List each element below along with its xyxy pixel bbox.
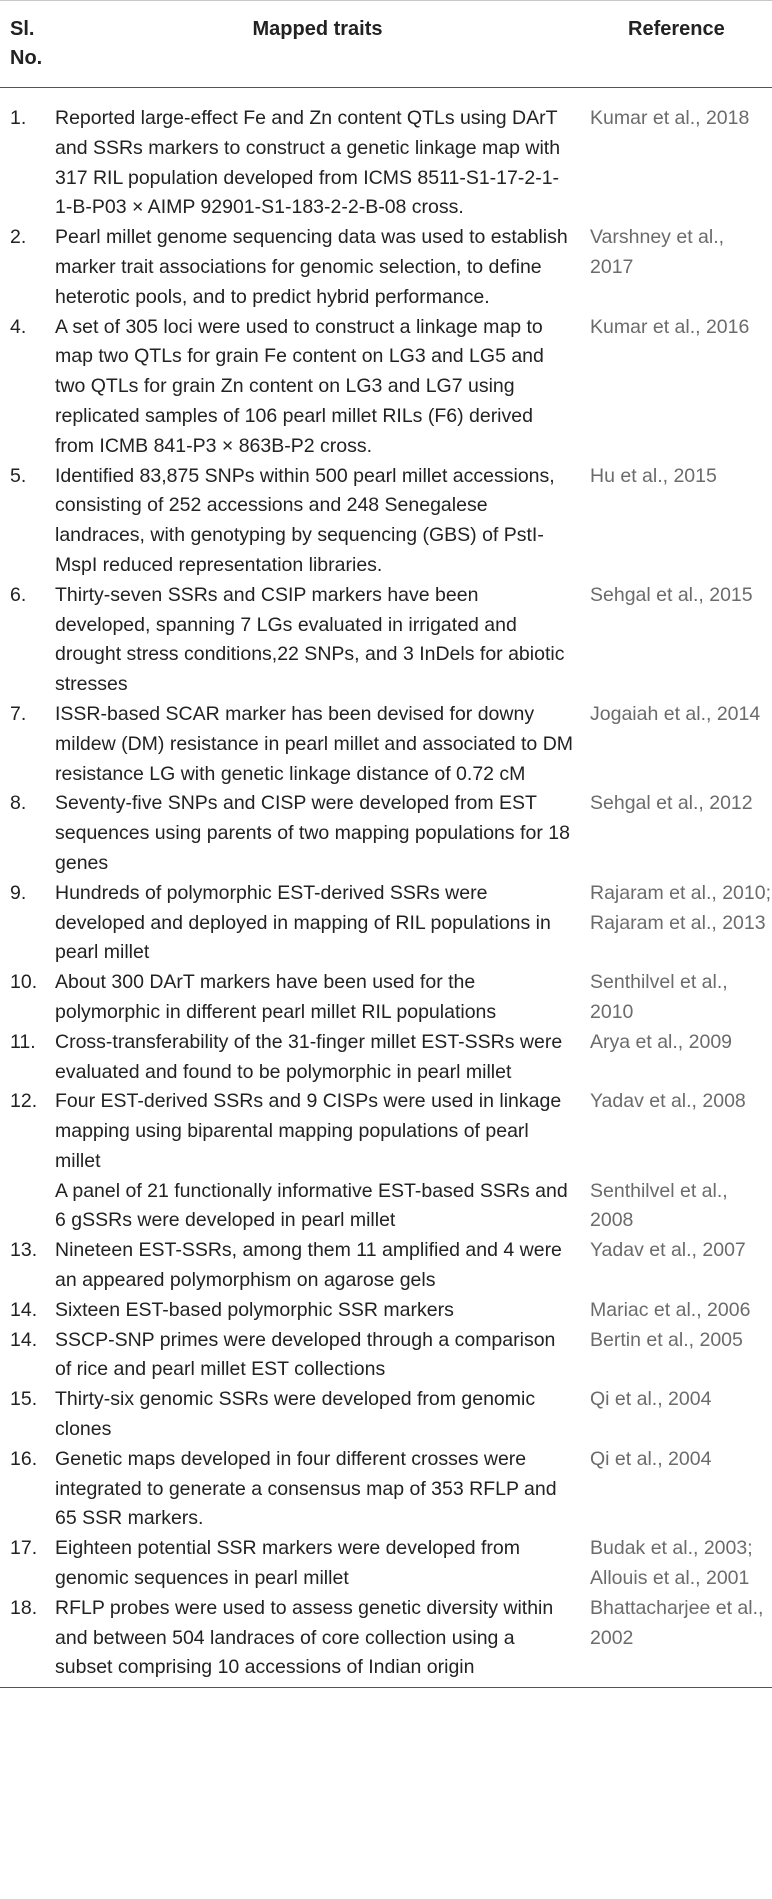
table-row <box>0 581 772 700</box>
table-row <box>0 1177 772 1237</box>
row-number: 4. <box>10 315 27 338</box>
row-reference: Yadav et al., 2008 <box>590 1090 746 1113</box>
table-row <box>0 968 772 1028</box>
table-row <box>0 1385 772 1445</box>
row-number: 17. <box>10 1537 38 1560</box>
row-number: 10. <box>10 971 38 994</box>
row-number: 7. <box>10 702 27 725</box>
table-row <box>0 88 772 224</box>
header-row <box>0 1 772 88</box>
row-mapped-traits: Hundreds of polymorphic EST-derived SSRs were developed and deployed in mapping of RIL populations in pearl millet <box>55 881 551 964</box>
row-number: 8. <box>10 792 27 815</box>
row-mapped-traits: A panel of 21 functionally informative EST-based SSRs and 6 gSSRs were developed in pearl millet <box>55 1179 568 1232</box>
table-row <box>0 223 772 312</box>
row-reference: Sehgal et al., 2015 <box>590 583 753 606</box>
row-number: 5. <box>10 464 27 487</box>
table-body <box>0 88 772 1688</box>
row-reference: Sehgal et al., 2012 <box>590 792 753 815</box>
row-mapped-traits: Thirty-seven SSRs and CSIP markers have been developed, spanning 7 LGs evaluated in irrigated and drought stress conditions,22 SNPs, and 3 InDels for abiotic stresses <box>55 583 565 696</box>
row-number: 15. <box>10 1388 38 1411</box>
row-mapped-traits: SSCP-SNP primes were developed through a comparison of rice and pearl millet EST collections <box>55 1328 556 1381</box>
row-reference: Hu et al., 2015 <box>590 464 717 487</box>
row-number: 14. <box>10 1328 38 1351</box>
row-mapped-traits: Eighteen potential SSR markers were developed from genomic sequences in pearl millet <box>55 1537 520 1590</box>
row-number: 14. <box>10 1298 38 1321</box>
table-row <box>0 1445 772 1534</box>
table-row <box>0 879 772 968</box>
row-reference: Jogaiah et al., 2014 <box>590 702 761 725</box>
table-row <box>0 1534 772 1594</box>
row-number: 16. <box>10 1447 38 1470</box>
row-reference: Qi et al., 2004 <box>590 1388 712 1411</box>
table-row <box>0 462 772 581</box>
table-header <box>0 1 772 88</box>
row-mapped-traits: Four EST-derived SSRs and 9 CISPs were used in linkage mapping using biparental mapping populations of pearl millet <box>55 1090 562 1172</box>
row-reference: Rajaram et al., 2010; Rajaram et al., 2013 <box>590 881 772 934</box>
header-mapped-traits: Mapped traits <box>55 1 580 88</box>
row-reference: Mariac et al., 2006 <box>590 1298 751 1321</box>
row-reference: Yadav et al., 2007 <box>590 1239 746 1262</box>
row-reference: Kumar et al., 2016 <box>590 315 750 338</box>
row-mapped-traits: RFLP probes were used to assess genetic diversity within and between 504 landraces of core collection using a subset comprising 10 accessions of Indian origin <box>55 1594 580 1688</box>
row-mapped-traits: Reported large-effect Fe and Zn content QTLs using DArT and SSRs markers to construct a genetic linkage map with 317 RIL population developed from ICMS 8511-S1-17-2-1-1-B-P03 × AIMP 92901-S1-183-2-2-B-08 cross. <box>55 107 561 219</box>
row-reference: Bertin et al., 2005 <box>590 1328 743 1351</box>
row-reference: Kumar et al., 2018 <box>590 107 750 129</box>
row-reference: Senthilvel et al., 2010 <box>590 971 728 1023</box>
table-row <box>0 313 772 462</box>
table-row <box>0 789 772 878</box>
table-row <box>0 700 772 789</box>
row-mapped-traits: Cross-transferability of the 31-finger millet EST-SSRs were evaluated and found to be polymorphic in pearl millet <box>55 1030 563 1083</box>
table-row <box>0 1594 772 1688</box>
row-number: 1. <box>10 107 27 129</box>
row-number: 18. <box>0 1594 55 1688</box>
row-mapped-traits: Nineteen EST-SSRs, among them 11 amplified and 4 were an appeared polymorphism on agarose gels <box>55 1239 562 1292</box>
row-reference: Budak et al., 2003; Allouis et al., 2001 <box>590 1537 753 1590</box>
row-number: 11. <box>10 1030 36 1053</box>
row-number: 6. <box>10 583 27 606</box>
row-number <box>0 1177 55 1237</box>
table-row <box>0 1028 772 1088</box>
table-row <box>0 1087 772 1176</box>
row-reference: Varshney et al., 2017 <box>590 226 725 278</box>
header-sl-no: Sl. No. <box>0 1 55 88</box>
row-mapped-traits: Identified 83,875 SNPs within 500 pearl millet accessions, consisting of 252 accessions and 248 Senegalese landraces, with genotyping by sequencing (GBS) of PstI-MspI reduced representation libraries. <box>55 464 555 576</box>
row-number: 12. <box>10 1090 38 1113</box>
row-reference: Bhattacharjee et al., 2002 <box>580 1594 772 1688</box>
row-mapped-traits: About 300 DArT markers have been used for the polymorphic in different pearl millet RIL populations <box>55 971 497 1023</box>
row-mapped-traits: Pearl millet genome sequencing data was used to establish marker trait associations for genomic selection, to define heterotic pools, and to predict hybrid performance. <box>55 226 568 308</box>
row-number: 13. <box>10 1239 38 1262</box>
row-mapped-traits: Genetic maps developed in four different crosses were integrated to generate a consensus map of 353 RFLP and 65 SSR markers. <box>55 1447 557 1530</box>
row-reference: Arya et al., 2009 <box>590 1030 733 1053</box>
row-mapped-traits: Thirty-six genomic SSRs were developed from genomic clones <box>55 1388 536 1441</box>
row-mapped-traits: Seventy-five SNPs and CISP were developed from EST sequences using parents of two mapping populations for 18 genes <box>55 792 570 874</box>
row-mapped-traits: Sixteen EST-based polymorphic SSR markers <box>55 1298 454 1321</box>
row-mapped-traits: A set of 305 loci were used to construct a linkage map to map two QTLs for grain Fe content on LG3 and LG5 and two QTLs for grain Zn content on LG3 and LG7 using replicated samples of 106 pearl millet RILs (F6) derived from ICMB 841-P3 × 863B-P2 cross. <box>55 315 544 457</box>
row-mapped-traits: ISSR-based SCAR marker has been devised for downy mildew (DM) resistance in pearl millet and associated to DM resistance LG with genetic linkage distance of 0.72 cM <box>55 702 574 785</box>
table-row <box>0 1296 772 1326</box>
row-number: 2. <box>10 226 27 249</box>
row-number: 9. <box>10 881 27 904</box>
table-row <box>0 1236 772 1296</box>
row-reference: Qi et al., 2004 <box>590 1447 712 1470</box>
header-reference: Reference <box>580 1 772 88</box>
table-row <box>0 1326 772 1386</box>
row-reference: Senthilvel et al., 2008 <box>590 1179 728 1232</box>
